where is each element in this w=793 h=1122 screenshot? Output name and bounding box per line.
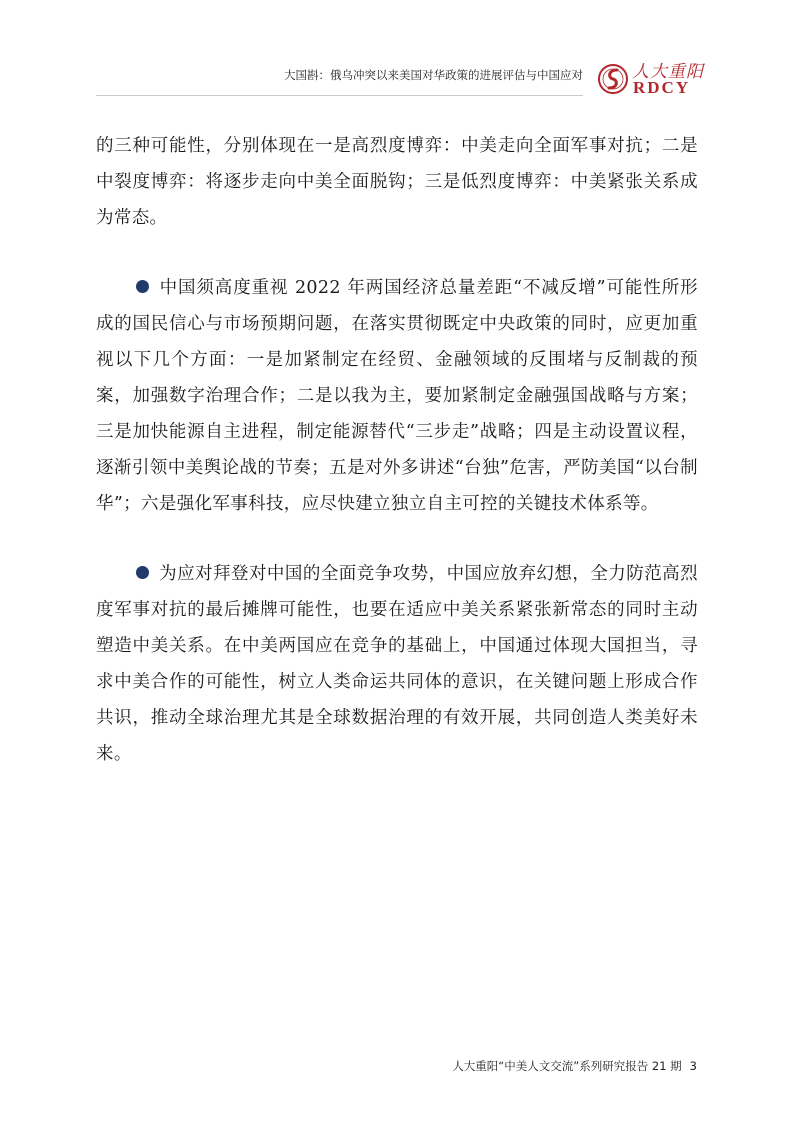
bullet-dot-icon (136, 280, 149, 293)
logo-chinese-text: 人大重阳 (632, 62, 704, 82)
page-footer (452, 1058, 697, 1074)
bullet-paragraph (96, 556, 698, 772)
rdcy-logo (597, 57, 707, 101)
bullet-dot-icon (136, 566, 149, 579)
rdcy-emblem-icon (597, 59, 629, 99)
document-body (96, 128, 698, 806)
bullet-paragraph (96, 270, 698, 522)
page-number: 3 (689, 1059, 697, 1073)
page-header (0, 0, 793, 105)
paragraph-text: 为应对拜登对中国的全面竞争攻势，中国应放弃幻想，全力防范高烈度军事对抗的最后摊牌可能性，也要在适应中美关系紧张新常态的同时主动塑造中美关系。在中美两国应在竞争的基础上，中国通过体现大国担当，寻求中美合作的可能性，树立人类命运共同体的意识，在关键问题上形成合作共识，推动全球治理尤其是全球数据治理的有效开展，共同创造人类美好未来。 (96, 564, 698, 764)
paragraph-text: 中国须高度重视 2022 年两国经济总量差距“不减反增”可能性所形成的国民信心与市场预期问题，在落实贯彻既定中央政策的同时，应更加重视以下几个方面：一是加紧制定在经贸、金融领域的反围堵与反制裁的预案，加强数字治理合作；二是以我为主，要加紧制定金融强国战略与方案；三是加快能源自主进程，制定能源替代“三步走”战略；四是主动设置议程，逐渐引领中美舆论战的节奏；五是对外多讲述“台独”危害，严防美国“以台制华”；六是强化军事科技，应尽快建立独立自主可控的关键技术体系等。 (96, 278, 698, 514)
header-title: 大国斟：俄乌冲突以来美国对华政策的进展评估与中国应对 (284, 68, 583, 82)
paragraph-text: 的三种可能性，分别体现在一是高烈度博弈：中美走向全面军事对抗；二是中裂度博弈：将逐步走向中美全面脱钩；三是低烈度博弈：中美紧张关系成为常态。 (96, 136, 698, 228)
paragraph-continuation (96, 128, 698, 236)
footer-series-title: 人大重阳“中美人文交流”系列研究报告 21 期 (452, 1059, 682, 1073)
logo-english-text: RDCY (633, 78, 691, 97)
header-divider (96, 95, 583, 96)
